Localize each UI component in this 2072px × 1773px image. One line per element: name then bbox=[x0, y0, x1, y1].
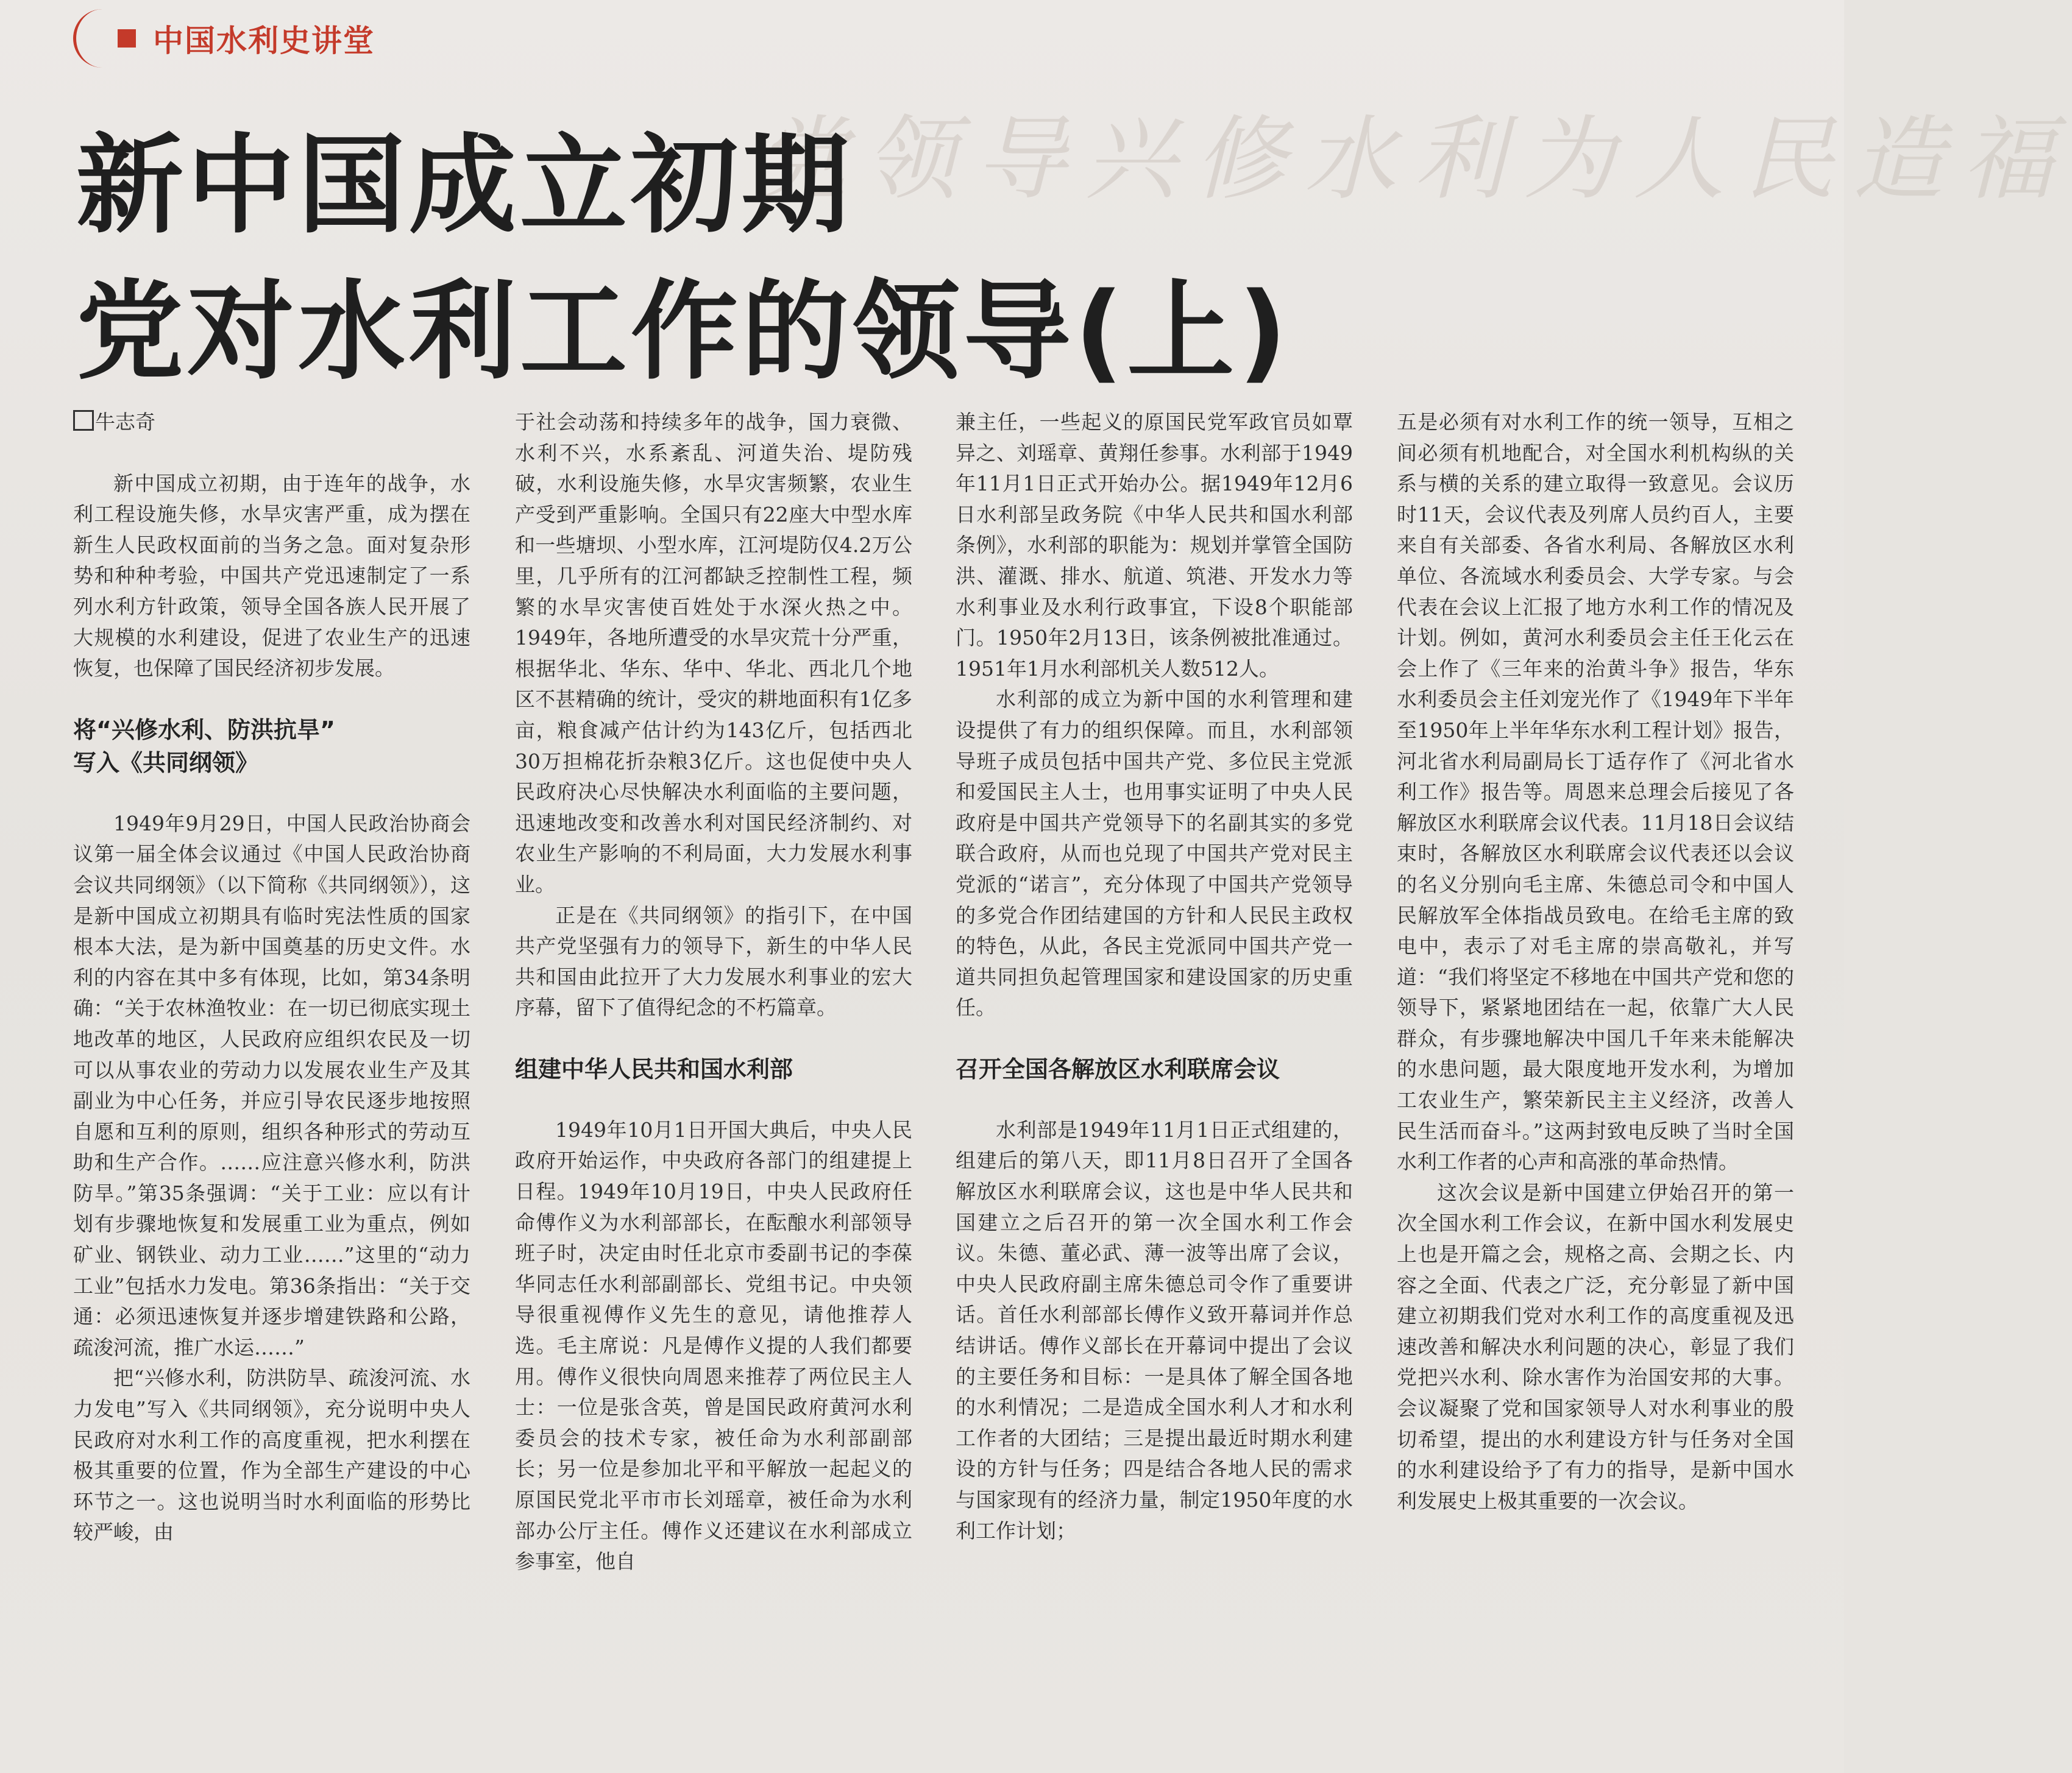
red-square-icon bbox=[118, 29, 136, 48]
paragraph: 于社会动荡和持续多年的战争，国力衰微、水利不兴，水系紊乱、河道失治、堤防残破，水利设施失修，水旱灾害频繁，农业生产受到严重影响。全国只有22座大中型水库和一些塘坝、小型水库，江河堤防仅4.2万公里，几乎所有的江河都缺乏控制性工程，频繁的水旱灾害使百姓处于水深火热之中。1949年，各地所遭受的水旱灾荒十分严重，根据华北、华东、华中、华北、西北几个地区不甚精确的统计，受灾的耕地面积有1亿多亩，粮食减产估计约为143亿斤，包括西北30万担棉花折杂粮3亿斤。这也促使中央人民政府决心尽快解决水利面临的主要问题，迅速地改变和改善水利对国民经济制约、对农业生产影响的不利局面，大力发展水利事业。 bbox=[515, 410, 912, 896]
square-bullet-icon bbox=[73, 410, 94, 431]
subheading-2: 组建中华人民共和国水利部 bbox=[515, 1055, 793, 1083]
subheading-1-line-2: 写入《共同纲领》 bbox=[73, 749, 259, 776]
paragraph: 正是在《共同纲领》的指引下，在中国共产党坚强有力的领导下，新生的中华人民共和国由此拉开了大力发展水利事业的宏大序幕，留下了值得纪念的不朽篇章。 bbox=[515, 903, 912, 1020]
subheading-3: 召开全国各解放区水利联席会议 bbox=[956, 1055, 1280, 1083]
paragraph: 1949年10月1日开国大典后，中央人民政府开始运作，中央政府各部门的组建提上日程。1949年10月19日，中央人民政府任命傅作义为水利部部长，在酝酿水利部领导班子时，决定由时任北京市委副书记的李葆华同志任水利部副部长、党组书记。中央领导很重视傅作义先生的意见，请他推荐人选。毛主席说：凡是傅作义提的人我们都要用。傅作义很快向周恩来推荐了两位民主人士：一位是张含英，曾是国民政府黄河水利委员会的技术专家，被任命为水利部副部长；另一位是参加北平和平解放一起起义的原国民党北平市市长刘瑶章，被任命为水利部办公厅主任。傅作义还建议在水利部成立参事室，他自 bbox=[515, 1117, 912, 1574]
section-header bbox=[73, 11, 375, 66]
headline-line-2: 党对水利工作的领导(上) bbox=[76, 269, 1291, 394]
article-column-3 bbox=[956, 407, 1353, 1546]
paragraph: 这次会议是新中国建立伊始召开的第一次全国水利工作会议，在新中国水利发展史上也是开篇之会，规格之高、会期之长、内容之全面、代表之广泛，充分彰显了新中国建立初期我们党对水利工作的高度重视及迅速改善和解决水利问题的决心，彰显了我们党把兴水利、除水害作为治国安邦的大事。会议凝聚了党和国家领导人对水利事业的殷切希望，提出的水利建设方针与任务对全国的水利建设给予了有力的指导，是新中国水利发展史上极其重要的一次会议。 bbox=[1397, 1180, 1794, 1513]
headline bbox=[76, 113, 1291, 405]
paragraph: 1949年9月29日，中国人民政治协商会议第一届全体会议通过《中国人民政治协商会议共同纲领》（以下简称《共同纲领》），这是新中国成立初期具有临时宪法性质的国家根本大法，是为新中国奠基的历史文件。水利的内容在其中多有体现，比如，第34条明确：“关于农林渔牧业：在一切已彻底实现土地改革的地区，人民政府应组织农民及一切可以从事农业的劳动力以发展农业生产及其副业为中心任务，并应引导农民逐步地按照自愿和互利的原则，组织各种形式的劳动互助和生产合作。……应注意兴修水利，防洪防旱。”第35条强调：“关于工业：应以有计划有步骤地恢复和发展重工业为重点，例如矿业、钢铁业、动力工业……”这里的“动力工业”包括水力发电。第36条指出：“关于交通：必须迅速恢复并逐步增建铁路和公路，疏浚河流，推广水运……” bbox=[73, 811, 470, 1359]
byline bbox=[73, 407, 470, 438]
subheading-1 bbox=[73, 713, 470, 779]
paragraph: 新中国成立初期，由于连年的战争，水利工程设施失修，水旱灾害严重，成为摆在新生人民政权面前的当务之急。面对复杂形势和种种考验，中国共产党迅速制定了一系列水利方针政策，领导全国各族人民开展了大规模的水利建设，促进了农业生产的迅速恢复，也保障了国民经济初步发展。 bbox=[73, 471, 470, 681]
article-column-1 bbox=[73, 407, 470, 1548]
bracket-ornament bbox=[73, 9, 107, 68]
paragraph: 兼主任，一些起义的原国民党军政官员如覃异之、刘瑶章、黄翔任参事。水利部于1949年11月1日正式开始办公。据1949年12月6日水利部呈政务院《中华人民共和国水利部条例》，水利部的职能为：规划并掌管全国防洪、灌溉、排水、航道、筑港、开发水力等水利事业及水利行政事宜，下设8个职能部门。1950年2月13日，该条例被批准通过。1951年1月水利部机关人数512人。 bbox=[956, 410, 1353, 681]
paragraph: 把“兴修水利，防洪防旱、疏浚河流、水力发电”写入《共同纲领》，充分说明中央人民政府对水利工作的高度重视，把水利摆在极其重要的位置，作为全部生产建设的中心环节之一。这也说明当时水利面临的形势比较严峻，由 bbox=[73, 1366, 470, 1545]
article-column-2 bbox=[515, 407, 912, 1577]
section-label: 中国水利史讲堂 bbox=[153, 23, 375, 58]
article-column-4 bbox=[1397, 407, 1794, 1516]
paragraph: 五是必须有对水利工作的统一领导，互相之间必须有机地配合，对全国水利机构纵的关系与横的关系的建立取得一致意见。会议历时11天，会议代表及列席人员约百人，主要来自有关部委、各省水利局、各解放区水利单位、各流域水利委员会、大学专家。与会代表在会议上汇报了地方水利工作的情况及计划。例如，黄河水利委员会主任王化云在会上作了《三年来的治黄斗争》报告，华东水利委员会主任刘宠光作了《1949年下半年至1950年上半年华东水利工程计划》报告，河北省水利局副局长丁适存作了《河北省水利工作》报告等。周恩来总理会后接见了各解放区水利联席会议代表。11月18日会议结束时，各解放区水利联席会议代表还以会议的名义分别向毛主席、朱德总司令和中国人民解放军全体指战员致电。在给毛主席的致电中，表示了对毛主席的崇高敬礼，并写道：“我们将坚定不移地在中国共产党和您的领导下，紧紧地团结在一起，依靠广大人民群众，有步骤地解决中国几千年来未能解决的水患问题，最大限度地开发水利，为增加工农业生产，繁荣新民主主义经济，改善人民生活而奋斗。”这两封致电反映了当时全国水利工作者的心声和高涨的革命热情。 bbox=[1397, 410, 1794, 1174]
background-calligraphy: 党领导兴修水利为人民造福 bbox=[756, 107, 2072, 213]
headline-line-1: 新中国成立初期 bbox=[76, 123, 853, 248]
paragraph: 水利部是1949年11月1日正式组建的，组建后的第八天，即11月8日召开了全国各解放区水利联席会议，这也是中华人民共和国建立之后召开的第一次全国水利工作会议。朱德、董必武、薄一波等出席了会议，中央人民政府副主席朱德总司令作了重要讲话。首任水利部部长傅作义致开幕词并作总结讲话。傅作义部长在开幕词中提出了会议的主要任务和目标：一是具体了解全国各地的水利情况；二是造成全国水利人才和水利工作者的大团结；三是提出最近时期水利建设的方针与任务；四是结合各地人民的需求与国家现有的经济力量，制定1950年度的水利工作计划； bbox=[956, 1117, 1353, 1543]
paragraph: 水利部的成立为新中国的水利管理和建设提供了有力的组织保障。而且，水利部领导班子成员包括中国共产党、多位民主党派和爱国民主人士，也用事实证明了中央人民政府是中国共产党领导下的名副其实的多党联合政府，从而也兑现了中国共产党对民主党派的“诺言”，充分体现了中国共产党领导的多党合作团结建国的方针和人民民主政权的特色，从此，各民主党派同中国共产党一道共同担负起管理国家和建设国家的历史重任。 bbox=[956, 687, 1353, 1020]
subheading-1-line-1: 将“兴修水利、防洪抗旱” bbox=[73, 716, 335, 743]
author-name: 牛志奇 bbox=[95, 410, 155, 434]
